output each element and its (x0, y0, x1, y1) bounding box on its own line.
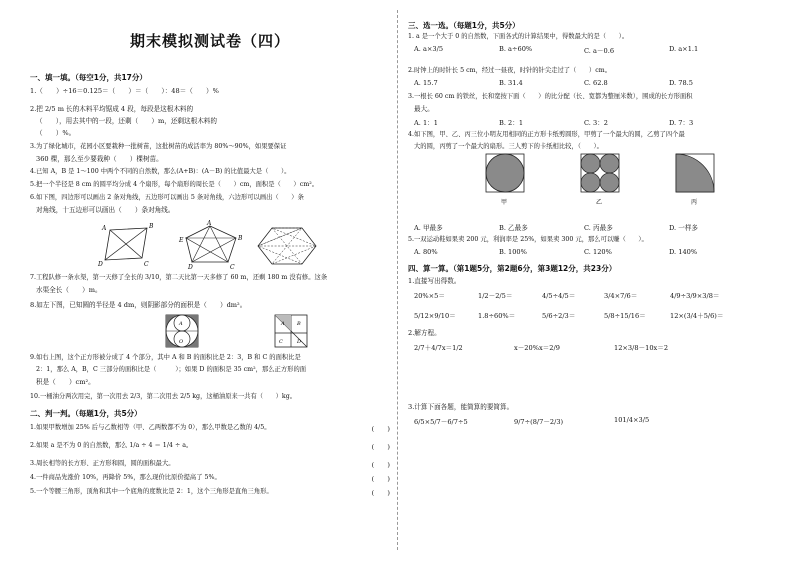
fig-label-d: D (297, 339, 302, 345)
judge-q3-answer[interactable]: ( ) (371, 461, 390, 469)
fill-q9-line2: 2：1，那么 A，B，C 三部分的面积比是（ ）；如果 D 的面积是 35 cm²，那么正方形的面 (36, 366, 307, 373)
judge-q2-answer[interactable]: ( ) (371, 443, 390, 451)
mental-calc-item: 3/4×7/6＝ (604, 292, 638, 300)
svg-text:C: C (230, 264, 235, 271)
option-b[interactable]: B. 乙最多 (499, 224, 528, 232)
fill-q6-line1: 6.如下图，四边形可以画出 2 条对角线，五边形可以画出 5 条对角线，六边形可以画出（ ）条 (30, 194, 304, 201)
figure-label-yi: 乙 (596, 199, 603, 206)
section-judge-heading: 二、判一判。（每题1分，共5分） (30, 409, 142, 418)
expression-item: 6/5×5/7－6/7÷5 (414, 418, 468, 426)
option-a[interactable]: A. 甲最多 (414, 224, 443, 232)
option-b[interactable]: B. a÷60% (499, 45, 533, 53)
equation-item: x－20%x＝2/9 (514, 344, 560, 352)
judge-q3: 3.周长相等的长方形、正方形和圆，圆的面积最大。 (30, 460, 175, 467)
option-d[interactable]: D. 7：3 (669, 119, 694, 127)
judge-q4-answer[interactable]: ( ) (371, 475, 390, 483)
option-d[interactable]: D. 78.5 (669, 79, 693, 87)
option-c[interactable]: C. a－0.6 (584, 47, 615, 55)
mental-calc-item: 20%×5＝ (414, 292, 445, 300)
option-d[interactable]: D. 一样多 (669, 224, 699, 232)
section-choose-heading: 三、选一选。（每题1分，共5分） (408, 21, 520, 30)
mental-calc-item: 12×(3/4＋5/6)＝ (670, 312, 724, 320)
choose-q5-options (414, 248, 764, 260)
choose-q1-options (414, 45, 764, 57)
figure-label-bing: 丙 (691, 199, 698, 206)
calc-q1-row2 (414, 310, 764, 324)
judge-q1-answer[interactable]: ( ) (371, 425, 390, 433)
fill-q3-line2: 360 棵，那么至少要栽种（ ）棵树苗。 (36, 155, 163, 163)
fill-q6-line2: 对角线，十五边形可以画出（ ）条对角线。 (36, 206, 175, 214)
mental-calc-item: 5/8÷15/16＝ (604, 312, 646, 320)
mental-calc-item: 5/6÷2/3＝ (542, 312, 576, 320)
option-b[interactable]: B. 2：1 (499, 119, 524, 127)
square-cut-figures (486, 154, 716, 212)
fill-q10: 10.一桶油分两次用完，第一次用去 2/3，第二次用去 2/5 kg，这桶油原来一共有（ ）kg。 (30, 393, 297, 400)
calc-q3-heading: 3.计算下面各题，能简算的要简算。 (408, 403, 514, 411)
mental-calc-item: 1.8÷60%＝ (478, 312, 516, 320)
fill-q5: 5.把一个半径是 8 cm 的圆平均分成 4 个扇形，每个扇形的周长是（ ）cm，面积是（ ）cm²。 (30, 181, 319, 188)
fill-q2-line3: （ ）%。 (36, 129, 76, 137)
svg-text:D: D (188, 264, 193, 271)
judge-q5: 5.一个等腰三角形，顶角和其中一个底角的度数比是 2：1，这个三角形是直角三角形。 (30, 488, 273, 495)
polygon-diagonal-figures (98, 220, 352, 271)
svg-text:B: B (149, 223, 154, 230)
calc-q2-heading: 2.解方程。 (408, 329, 441, 337)
page-title: 期末模拟测试卷（四） (129, 32, 290, 50)
fill-q7-line1: 7.工程队修一条水渠，第一天修了全长的 3/10，第二天比第一天多修了 60 m，还剩 180 m 没有修。这条 (30, 274, 328, 281)
mental-calc-item: 5/12×9/10＝ (414, 312, 456, 320)
svg-text:D: D (98, 261, 103, 268)
fill-q1: 1.（ ）÷16＝0.125＝（ ）＝（ ）：48＝（ ）% (30, 87, 219, 95)
judge-q5-answer[interactable]: ( ) (371, 489, 390, 497)
divided-square-figure (273, 313, 313, 349)
figure-label-jia: 甲 (501, 199, 508, 206)
option-c[interactable]: C. 62.8 (584, 79, 608, 87)
mental-calc-item: 4/9÷3/9×3/8＝ (670, 292, 720, 300)
option-a[interactable]: A. 1：1 (414, 119, 438, 127)
choose-q4-line2: 大的圆，丙剪了一个最大的扇形。三人剪下的卡纸相比较，（ ）。 (414, 143, 603, 150)
fig-label-b: B (297, 321, 301, 327)
option-b[interactable]: B. 100% (499, 248, 527, 256)
option-a[interactable]: A. a×3/5 (414, 45, 444, 53)
fill-q3-line1: 3.为了绿化城市，花园小区要栽种一批树苗，这批树苗的成活率为 80%～90%，如果要保证 (30, 143, 287, 150)
calc-q2-equations (414, 342, 764, 356)
calc-q1-heading: 1.直接写出得数。 (408, 277, 461, 285)
option-d[interactable]: D. a×1.1 (669, 45, 699, 53)
equation-item: 12×3/8－10x＝2 (614, 344, 669, 352)
fig-label-a: A (281, 321, 285, 327)
svg-text:O: O (179, 339, 184, 345)
choose-q1: 1. a 是一个大于 0 的自然数，下面各式的计算结果中，得数最大的是（ ）。 (408, 33, 629, 40)
choose-q3-line1: 3.一根长 60 cm 的铁丝，长和宽按下面（ ）的比分配（长、宽都为整厘米数），围成的长方形面积 (408, 93, 693, 100)
option-a[interactable]: A. 15.7 (414, 79, 438, 87)
fig-label-c: C (279, 339, 283, 345)
judge-q1: 1.如果甲数增加 25% 后与乙数相等（甲、乙两数都不为 0），那么甲数是乙数的 4/5。 (30, 424, 271, 431)
calc-q3-expressions (414, 416, 764, 430)
fill-q8: 8.如左下图，已知圆的半径是 4 dm，则阴影部分的面积是（ ）dm²。 (30, 301, 247, 309)
choose-q3-options (414, 117, 764, 129)
shaded-circle-figure (162, 313, 212, 349)
svg-text:C: C (144, 261, 149, 268)
section-fill-in-heading: 一、填一填。（每空1分，共17分） (30, 73, 147, 82)
mental-calc-item: 1/2－2/5＝ (478, 292, 513, 300)
option-a[interactable]: A. 80% (414, 248, 438, 256)
label-A: A (102, 225, 107, 232)
calc-q1-row1 (414, 290, 764, 304)
fill-q7-line2: 水渠全长（ ）m。 (36, 286, 102, 294)
svg-text:E: E (179, 237, 184, 244)
equation-item: 2/7＋4/7x＝1/2 (414, 344, 463, 352)
column-divider (397, 10, 398, 550)
fill-q9-line1: 9.如右上图，这个正方形被分成了 4 个部分，其中 A 和 B 的面积比是 2：3，B 和 C 的面积比是 (30, 354, 301, 361)
svg-text:A: A (207, 220, 212, 227)
option-b[interactable]: B. 31.4 (499, 79, 523, 87)
fill-q2-line1: 2.把 2/5 m 长的木料平均锯成 4 段，每段是这根木料的 (30, 105, 194, 113)
section-calc-heading: 四、算一算。（第1题5分，第2题6分，第3题12分，共23分） (408, 264, 617, 273)
left-column (30, 0, 390, 561)
option-c[interactable]: C. 丙最多 (584, 224, 613, 232)
option-d[interactable]: D. 140% (669, 248, 698, 256)
choose-q3-line2: 最大。 (414, 105, 434, 113)
judge-q4: 4.一件商品先涨价 10%，再降价 5%，那么现价比原价提高了 5%。 (30, 474, 221, 481)
fill-q2-line2: （ ），用去其中的一段，还剩（ ）m，还剩这根木料的 (36, 117, 217, 125)
choose-q2: 2.时钟上的时针长 5 cm，经过一昼夜，时针的针尖走过了（ ）cm。 (408, 67, 612, 74)
choose-q2-options (414, 79, 764, 91)
mental-calc-item: 4/5÷4/5＝ (542, 292, 576, 300)
choose-q4-line1: 4.如下图，甲、乙、丙三位小明友用相同的正方形卡纸剪圆形，甲剪了一个最大的圆，乙剪了四个最 (408, 131, 685, 138)
expression-item: 9/7÷(8/7－2/3) (514, 418, 564, 426)
fill-q9-line3: 积是（ ）cm²。 (36, 378, 95, 386)
option-c[interactable]: C. 120% (584, 248, 612, 256)
choose-q4-options (414, 222, 764, 234)
option-c[interactable]: C. 3：2 (584, 119, 608, 127)
judge-q2: 2.如果 a 是不为 0 的自然数，那么 1/a ÷ 4 ＝ 1/4 ÷ a。 (30, 442, 193, 449)
choose-q5: 5.一双运动鞋如果卖 200 元，利润率是 25%，如果卖 300 元，那么可以赚（ ）。 (408, 236, 648, 243)
svg-text:A: A (179, 321, 183, 327)
svg-text:B: B (238, 235, 243, 242)
right-column (408, 0, 768, 561)
expression-item: 101/4×3/5 (614, 416, 650, 424)
fill-q4: 4.已知 A，B 是 1～100 中两个不同的自然数，那么(A+B)：(A－B) 的比值最大是（ ）。 (30, 168, 291, 175)
